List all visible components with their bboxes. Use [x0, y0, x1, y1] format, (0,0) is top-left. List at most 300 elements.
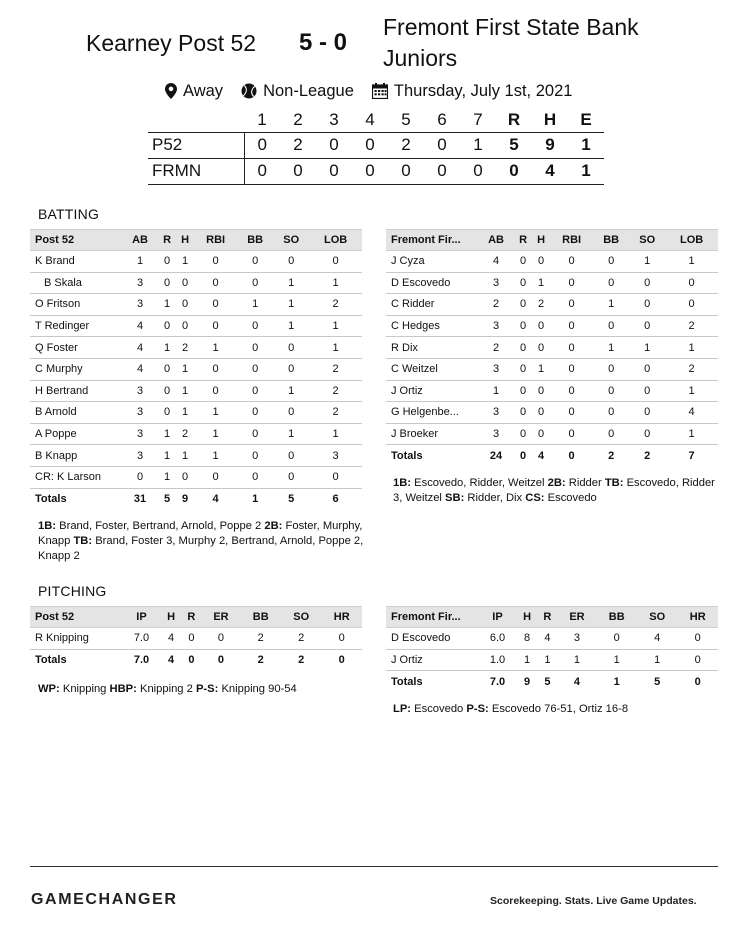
total-value: 7.0 — [133, 654, 150, 667]
away-batting-notes — [393, 476, 723, 506]
note-text: Escovedo, Ridder, Weitzel — [411, 477, 548, 489]
stat-value: 1 — [273, 315, 309, 337]
stat-value: 1 — [637, 649, 678, 671]
stat-value: 2 — [309, 294, 362, 316]
inning-header: 2 — [293, 109, 303, 129]
game-header — [0, 0, 750, 80]
stat-value: 0 — [273, 445, 309, 467]
stat-value: 1 — [237, 294, 273, 316]
stat-header-row — [30, 607, 362, 628]
stat-value: 0 — [665, 294, 718, 316]
total-value: 4 — [573, 675, 581, 688]
league-label: Non-League — [263, 81, 354, 100]
home-team-name: Kearney Post 52 — [86, 30, 257, 56]
stat-value: 3 — [309, 445, 362, 467]
player-name: T Redinger — [30, 315, 122, 337]
note-label: CS: — [525, 492, 545, 504]
gamechanger-logo: GAMECHANGER — [31, 891, 178, 908]
player-name: B Arnold — [30, 402, 122, 424]
stat-value: 2 — [309, 380, 362, 402]
stat-column-header: RBI — [550, 230, 593, 251]
stat-column-header: R — [514, 230, 532, 251]
stat-value: 1 — [176, 358, 194, 380]
stat-value: 3 — [122, 380, 158, 402]
total-value: 2 — [257, 654, 264, 667]
player-name: Q Foster — [30, 337, 122, 359]
linescore-row — [148, 158, 604, 184]
stat-column-header: R — [537, 607, 557, 628]
away-pitching-table — [386, 606, 718, 692]
stat-column-header: IP — [122, 607, 161, 628]
stat-value: 0 — [237, 272, 273, 294]
total-value: 5 — [288, 493, 295, 506]
total-value: 9 — [524, 675, 531, 688]
stat-value: 0 — [629, 423, 665, 445]
home-batting-table — [30, 229, 362, 510]
stat-value: 0 — [629, 272, 665, 294]
stat-value: 1 — [558, 649, 597, 671]
player-name: O Fritson — [30, 294, 122, 316]
stat-value: 1 — [665, 380, 718, 402]
stat-value: 0 — [158, 315, 176, 337]
stat-value: 0 — [158, 402, 176, 424]
player-row — [386, 402, 718, 424]
home-batting-notes — [38, 519, 368, 564]
player-name: C Murphy — [30, 358, 122, 380]
stat-value: 7.0 — [122, 628, 161, 650]
stat-column-header: AB — [122, 230, 158, 251]
stat-column-header: AB — [478, 230, 514, 251]
stat-column-header: LOB — [665, 230, 718, 251]
stat-value: 2 — [240, 628, 280, 650]
inning-header: 4 — [365, 109, 375, 129]
meta-date — [372, 82, 573, 101]
inning-score: 0 — [424, 132, 460, 158]
total-value: 0 — [188, 654, 195, 667]
total-value: 4 — [168, 654, 175, 667]
note-label: SB: — [445, 492, 465, 504]
note-label: P-S: — [195, 683, 219, 695]
linescore-team: FRMN — [148, 158, 244, 184]
total-value: 0 — [520, 449, 527, 462]
meta-league — [241, 82, 354, 101]
stat-column-header: H — [161, 607, 181, 628]
stat-column-header: HR — [677, 607, 718, 628]
stat-value: 1 — [309, 315, 362, 337]
note-text: Escovedo — [544, 492, 597, 504]
player-name: B Knapp — [30, 445, 122, 467]
stat-value: 0 — [176, 272, 194, 294]
player-name: CR: K Larson — [30, 466, 122, 488]
note-label: 2B: — [547, 477, 566, 489]
stat-value: 0 — [593, 402, 629, 424]
stat-value: 2 — [665, 315, 718, 337]
stat-column-header: R — [181, 607, 201, 628]
stat-value: 3 — [478, 315, 514, 337]
date-label: Thursday, July 1st, 2021 — [393, 81, 573, 100]
away-team-name: Fremont First State Bank Juniors — [383, 14, 639, 71]
totals-label: Totals — [391, 675, 423, 688]
home-pitching-notes — [38, 682, 368, 697]
runs-total: 5 — [496, 132, 532, 158]
stat-value: 2 — [532, 294, 550, 316]
stat-column-header: BB — [240, 607, 280, 628]
stat-value: 0 — [629, 315, 665, 337]
note-label: HBP: — [109, 683, 137, 695]
inning-score: 0 — [388, 158, 424, 184]
total-value: 2 — [644, 449, 651, 462]
stat-value: 1 — [665, 337, 718, 359]
note-text: Escovedo 76-51, Ortiz 16-8 — [488, 703, 629, 715]
stat-value: 0 — [593, 423, 629, 445]
stat-value: 1 — [593, 337, 629, 359]
meta-location — [165, 82, 223, 101]
stat-column-header: H — [532, 230, 550, 251]
stat-value: 4 — [161, 628, 181, 650]
stat-value: 0 — [514, 251, 532, 273]
inning-header: 1 — [257, 109, 267, 129]
totals-row — [30, 488, 362, 510]
stat-column-header: SO — [637, 607, 678, 628]
stat-value: 3 — [122, 423, 158, 445]
player-row — [30, 628, 362, 650]
stat-value: 0 — [514, 337, 532, 359]
stat-value: 1 — [532, 358, 550, 380]
stat-value: 0 — [237, 315, 273, 337]
player-row — [30, 358, 362, 380]
player-name: J Broeker — [386, 423, 478, 445]
player-row — [386, 649, 718, 671]
note-text: Ridder — [565, 477, 605, 489]
stat-value: 0 — [596, 628, 636, 650]
player-name: K Brand — [30, 251, 122, 273]
stat-value: 0 — [629, 358, 665, 380]
player-row — [386, 294, 718, 316]
stat-value: 0 — [237, 445, 273, 467]
stat-value: 0 — [665, 272, 718, 294]
player-row — [386, 628, 718, 650]
stat-value: 0 — [122, 466, 158, 488]
inning-score: 2 — [280, 132, 316, 158]
player-row — [386, 251, 718, 273]
note-text: Knipping — [59, 683, 110, 695]
stat-value: 0 — [532, 251, 550, 273]
stat-value: 0 — [237, 402, 273, 424]
stat-column-header: RBI — [194, 230, 237, 251]
stat-value: 1 — [273, 423, 309, 445]
stat-value: 0 — [202, 628, 241, 650]
player-row — [30, 294, 362, 316]
inning-score: 0 — [244, 158, 280, 184]
note-label: 1B: — [38, 520, 57, 532]
footer-divider — [30, 866, 718, 867]
home-pitching-table — [30, 606, 362, 671]
stat-value: 0 — [237, 466, 273, 488]
player-row — [30, 445, 362, 467]
stat-value: 0 — [273, 402, 309, 424]
total-value: 31 — [133, 493, 147, 506]
stat-value: 1 — [596, 649, 636, 671]
player-name: G Helgenbe... — [386, 402, 478, 424]
away-batting-table — [386, 229, 718, 466]
note-label: LP: — [393, 703, 412, 715]
inning-header: 3 — [329, 109, 339, 129]
stat-value: 0 — [593, 272, 629, 294]
total-value: 5 — [654, 675, 661, 688]
stat-value: 0 — [273, 251, 309, 273]
total-value: 5 — [544, 675, 551, 688]
errors-header: E — [580, 109, 592, 129]
hits-header: H — [543, 109, 557, 129]
location-pin-icon — [165, 83, 177, 99]
player-row — [30, 337, 362, 359]
stat-value: 0 — [273, 337, 309, 359]
player-name: C Hedges — [386, 315, 478, 337]
stat-value: 4 — [122, 337, 158, 359]
stat-value: 6.0 — [478, 628, 517, 650]
player-row — [386, 315, 718, 337]
inning-header: 5 — [401, 109, 411, 129]
stat-value: 3 — [122, 402, 158, 424]
stat-value: 1 — [194, 337, 237, 359]
stat-value: 0 — [273, 358, 309, 380]
total-value: 5 — [164, 493, 171, 506]
inning-score: 0 — [244, 132, 280, 158]
note-text: Knipping 90-54 — [218, 683, 297, 695]
player-name: H Bertrand — [30, 380, 122, 402]
stat-value: 1 — [194, 423, 237, 445]
footer-tagline: Scorekeeping. Stats. Live Game Updates. — [490, 895, 697, 907]
note-text: Escovedo — [411, 703, 467, 715]
player-row — [30, 402, 362, 424]
stat-value: 0 — [237, 337, 273, 359]
total-value: 2 — [608, 449, 615, 462]
stat-value: 1 — [665, 423, 718, 445]
stat-value: 4 — [478, 251, 514, 273]
stat-value: 3 — [122, 445, 158, 467]
linescore-row — [148, 132, 604, 158]
stat-column-header: R — [158, 230, 176, 251]
stat-value: 1 — [194, 402, 237, 424]
stat-value: 3 — [122, 272, 158, 294]
stat-value: 0 — [677, 628, 718, 650]
total-value: 7 — [688, 449, 695, 462]
stat-value: 0 — [176, 315, 194, 337]
stat-value: 1 — [478, 380, 514, 402]
stat-value: 1 — [309, 423, 362, 445]
stat-value: 0 — [514, 272, 532, 294]
note-label: TB: — [604, 477, 624, 489]
stat-value: 0 — [593, 251, 629, 273]
stat-value: 1 — [122, 251, 158, 273]
stat-value: 0 — [514, 380, 532, 402]
stat-value: 1 — [158, 337, 176, 359]
calendar-icon — [372, 83, 388, 99]
stat-value: 2 — [309, 402, 362, 424]
stat-value: 0 — [550, 315, 593, 337]
stat-value: 3 — [558, 628, 597, 650]
stat-value: 1 — [158, 423, 176, 445]
inning-score: 0 — [424, 158, 460, 184]
stat-value: 3 — [122, 294, 158, 316]
stat-column-header: BB — [237, 230, 273, 251]
total-value: 0 — [694, 675, 701, 688]
stat-value: 1 — [309, 337, 362, 359]
total-value: 0 — [338, 654, 345, 667]
inning-score: 0 — [352, 132, 388, 158]
stat-value: 0 — [273, 466, 309, 488]
stat-column-header: ER — [558, 607, 597, 628]
stat-value: 1 — [273, 380, 309, 402]
note-text: Brand, Foster, Bertrand, Arnold, Poppe 2 — [56, 520, 265, 532]
player-name: D Escovedo — [386, 272, 478, 294]
stat-value: 1 — [309, 272, 362, 294]
stat-value: 1 — [176, 251, 194, 273]
inning-score: 0 — [316, 158, 352, 184]
inning-header: 6 — [437, 109, 447, 129]
inning-score: 0 — [316, 132, 352, 158]
note-text: Foster, Murphy, Knapp — [38, 520, 363, 547]
total-value: 1 — [252, 493, 259, 506]
player-row — [386, 380, 718, 402]
totals-label: Totals — [35, 654, 67, 667]
baseball-icon — [241, 83, 257, 99]
stat-value: 1 — [537, 649, 557, 671]
player-row — [386, 272, 718, 294]
player-name: R Dix — [386, 337, 478, 359]
stat-value: 2 — [281, 628, 322, 650]
inning-score: 1 — [460, 132, 496, 158]
stat-value: 3 — [478, 272, 514, 294]
team-column-header: Fremont Fir... — [386, 230, 478, 251]
stat-value: 0 — [194, 272, 237, 294]
stat-value: 2 — [478, 294, 514, 316]
stat-value: 4 — [122, 358, 158, 380]
player-row — [386, 337, 718, 359]
stat-value: 0 — [629, 294, 665, 316]
player-row — [30, 251, 362, 273]
total-value: 1 — [613, 675, 620, 688]
linescore-team: P52 — [148, 132, 244, 158]
total-value: 7.0 — [489, 675, 506, 688]
stat-column-header: BB — [593, 230, 629, 251]
team-column-header: Post 52 — [30, 230, 122, 251]
stat-value: 4 — [637, 628, 678, 650]
stat-value: 2 — [176, 423, 194, 445]
note-label: 1B: — [393, 477, 412, 489]
inning-header: 7 — [473, 109, 483, 129]
stat-value: 0 — [514, 315, 532, 337]
stat-value: 0 — [237, 358, 273, 380]
totals-row — [30, 649, 362, 671]
total-value: 9 — [182, 493, 189, 506]
player-name: J Ortiz — [386, 649, 478, 671]
stat-column-header: SO — [629, 230, 665, 251]
stat-value: 1 — [194, 445, 237, 467]
stat-value: 1 — [158, 294, 176, 316]
stat-value: 1 — [665, 251, 718, 273]
stat-value: 0 — [237, 251, 273, 273]
stat-value: 0 — [194, 315, 237, 337]
stat-value: 0 — [194, 294, 237, 316]
stat-value: 0 — [194, 380, 237, 402]
stat-value: 0 — [237, 423, 273, 445]
player-name: D Escovedo — [386, 628, 478, 650]
player-row — [30, 466, 362, 488]
note-text: Knipping 2 — [136, 683, 196, 695]
stat-value: 0 — [532, 380, 550, 402]
total-value: 24 — [489, 449, 503, 462]
stat-value: 2 — [665, 358, 718, 380]
stat-value: 0 — [550, 358, 593, 380]
inning-score: 0 — [460, 158, 496, 184]
stat-value: 1 — [273, 294, 309, 316]
stat-column-header: H — [517, 607, 537, 628]
stat-value: 3 — [478, 423, 514, 445]
stat-column-header: HR — [321, 607, 362, 628]
stat-column-header: SO — [281, 607, 322, 628]
away-pitching-notes — [393, 702, 723, 717]
stat-value: 0 — [309, 466, 362, 488]
errors-total: 1 — [568, 158, 604, 184]
game-meta — [165, 80, 590, 102]
stat-header-row — [386, 607, 718, 628]
inning-score: 2 — [388, 132, 424, 158]
stat-value: 0 — [158, 272, 176, 294]
stat-value: 0 — [550, 251, 593, 273]
stat-value: 0 — [194, 251, 237, 273]
stat-value: 1.0 — [478, 649, 517, 671]
stat-value: 0 — [237, 380, 273, 402]
errors-total: 1 — [568, 132, 604, 158]
stat-value: 0 — [550, 294, 593, 316]
stat-value: 0 — [532, 423, 550, 445]
stat-value: 0 — [593, 380, 629, 402]
player-row — [30, 315, 362, 337]
total-value: 0 — [568, 449, 575, 462]
stat-value: 0 — [181, 628, 201, 650]
stat-value: 0 — [550, 380, 593, 402]
note-text: Brand, Foster 3, Murphy 2, Bertrand, Arnold, Poppe 2, Knapp 2 — [38, 535, 364, 562]
stat-value: 0 — [593, 315, 629, 337]
stat-value: 1 — [158, 445, 176, 467]
note-label: 2B: — [264, 520, 283, 532]
team-column-header: Post 52 — [30, 607, 122, 628]
stat-value: 4 — [665, 402, 718, 424]
stat-value: 1 — [532, 272, 550, 294]
stat-value: 2 — [478, 337, 514, 359]
stat-value: 0 — [176, 466, 194, 488]
note-label: P-S: — [466, 703, 489, 715]
batting-section-title: BATTING — [38, 206, 100, 222]
stat-value: 3 — [478, 358, 514, 380]
player-name: J Ortiz — [386, 380, 478, 402]
player-name: C Ridder — [386, 294, 478, 316]
totals-label: Totals — [35, 493, 67, 506]
player-name: J Cyza — [386, 251, 478, 273]
stat-value: 0 — [532, 315, 550, 337]
stat-value: 0 — [158, 251, 176, 273]
hits-total: 9 — [532, 132, 568, 158]
stat-value: 0 — [550, 337, 593, 359]
note-label: WP: — [38, 683, 60, 695]
player-name: R Knipping — [30, 628, 122, 650]
total-value: 6 — [332, 493, 339, 506]
stat-column-header: IP — [478, 607, 517, 628]
stat-value: 0 — [514, 423, 532, 445]
player-row — [30, 380, 362, 402]
stat-value: 0 — [176, 294, 194, 316]
